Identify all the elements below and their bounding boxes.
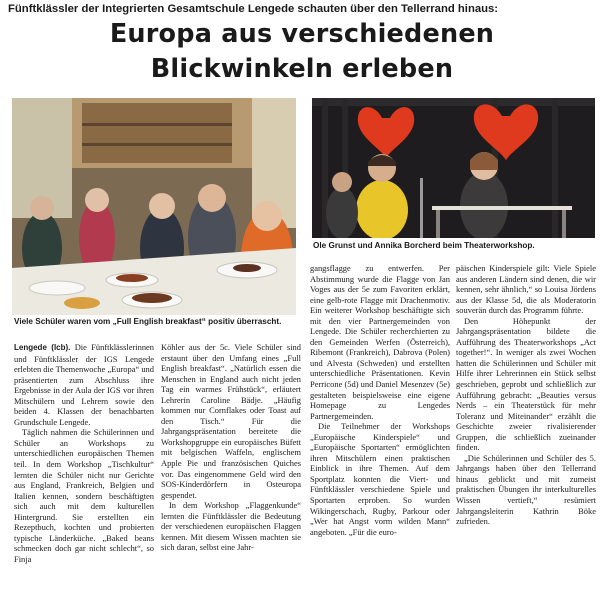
headline-line-2: Blickwinkeln erleben (150, 54, 454, 84)
column-2 (161, 342, 301, 598)
column-1 (14, 342, 154, 598)
paragraph: „Die Schülerinnen und Schüler des 5. Jahrgangs haben über den Tellerrand hinaus geblickt und mit zumeist praktischen Übungen ihr interkulturelles Wissen vertieft,“ resümiert Jahrgangsleiterin Kathrin Böke zufrieden. (456, 452, 596, 527)
paragraph: Die Teilnehmer der Workshops „Europäische Kinderspiele“ und „Europäische Sportarten“ ermöglichten ihren Mitschülern einen praktischen Einblick in ihre Themen. Auf dem Sportplatz konnten die Viert- und Fünftklässler verschiedene Spiele und Sportarten erproben. So wurden Wikingerschach, Rugby, Parkour oder „Wer hat Angst vorm wilden Mann“ angeboten. „Für die euro- (310, 421, 450, 537)
paragraph: Lengede (lcb). Die Fünftklässlerinnen und Fünftklässler der IGS Lengede erlebten die Themenwoche „Europa“ und präsentierten zum Abschluss ihre Ergebnisse in der Aula der IGS vor ihren Mitschülern und Lehrern sowie den beiden 4. Klassen der benachbarten Grundschule Lengede. (14, 342, 154, 427)
photo-breakfast (12, 98, 296, 315)
paragraph: In dem Workshop „Flaggenkunde“ lernten die Fünftklässler die Bedeutung der verschiedenen europäischen Flaggen kennen. Mit diesem Wissen machten sie sich daran, selbst eine Jahr- (161, 500, 301, 553)
photo-breakfast-caption: Viele Schüler waren vom „Full English breakfast“ positiv überrascht. (14, 317, 282, 326)
headline-line-1: Europa aus verschiedenen (109, 19, 495, 49)
paragraph: gangsflagge zu entwerfen. Per Abstimmung wurde die Flagge von Jan Voges aus der 5e zum Favoriten erklärt, eine gelb-rote Flagge mit Drachenmotiv. Ein weiterer Workshop beschäftigte sich mit den vier Partnergemeinden von Lengede. Die Schüler recherchierten zu den Gemeinden Werfen (Österreich), Ribemont (Frankreich), Dabrova (Polen) und Alvesta (Schweden) und erstellten unterschiedliche Präsentationen. Kevin Perricone (5d) und Daniel Mesenzev (5e) gestalteten beispielsweise eine eigene Homepage zu Lengedes Partnergemeinden. (310, 263, 450, 421)
column-3 (310, 263, 450, 598)
photo-theater (312, 98, 595, 238)
paragraph: Täglich nahmen die Schülerinnen und Schüler an Workshops zu unterschiedlichen europäischen Themen teil. In dem Workshop „Tischkultur“ lernten die Schüler nicht nur Gerichte aus England, Frankreich, Belgien und Italien kennen, sondern beschäftigten sich auch mit dem kulturellen Hintergrund. Sie erstellten ein Rezeptbuch, kochten und probierten typische Länderküche. „Baked beans schmecken doch gar nicht schlecht“, so Finja (14, 427, 154, 564)
paragraph: päischen Kinderspiele gilt: Viele Spiele aus anderen Ländern sind denen, die wir kennen, sehr ähnlich,“ so Louisa Jördens aus der Klasse 5d, die als Moderatorin souverän durch das Programm führte. (456, 263, 596, 316)
paragraph: Köhler aus der 5c. Viele Schüler sind erstaunt über den Umfang eines „Full English breakfast“. „Natürlich essen die Menschen in England auch nicht jeden Tag ein warmes Frühstück“, erläutert Lehrerin Caroline Bädje. „Häufig kommen nur Cornflakes oder Toast auf den Tisch.“ Für die Jahrgangspräsentation bereitete die Workshopgruppe ein europäisches Büfett mit belgischen Waffeln, englischem Apple Pie und französischen Quiches vor. Das eingenommene Geld wird den SOS-Kinderdörfern in Osteuropa gespendet. (161, 342, 301, 500)
paragraph: Den Höhepunkt der Jahrgangspräsentation bildete die Aufführung des Theaterworkshops „Act together!“. In weniger als zwei Wochen hatten die Schülerinnen und Schüler mit Hilfe ihrer Lehrerinnen ein Stück selbst geschrieben, geprobt und schließlich zur Aufführung gebracht: „Beauties versus Nerds – ein Theaterstück für mehr Toleranz und Miteinander“ erzählt die Geschichte zweier rivalisierender Gruppen, die schließlich zueinander finden. (456, 315, 596, 453)
kicker: Fünftklässler der Integrierten Gesamtschule Lengede schauten über den Tellerrand hinaus: (8, 3, 499, 15)
photo-theater-caption: Ole Grunst und Annika Borcherd beim Theaterworkshop. (313, 241, 535, 250)
column-4 (456, 263, 596, 598)
